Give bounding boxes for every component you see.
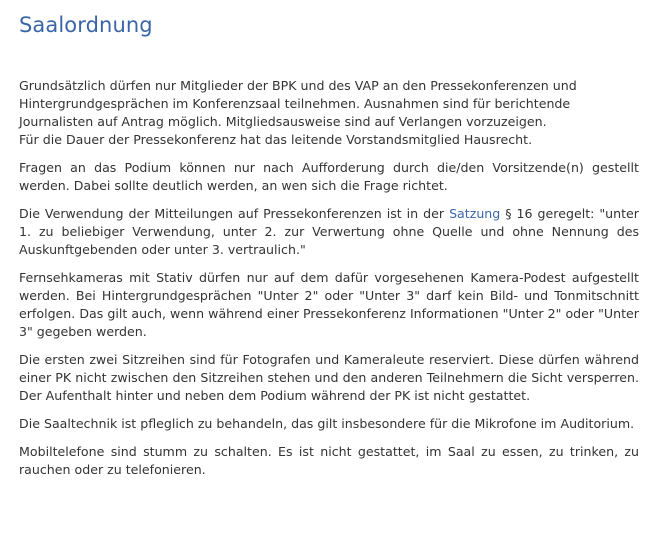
satzung-link[interactable]: Satzung	[449, 206, 501, 221]
paragraph-usage-text-after: § 16 geregelt: "unter 1. zu beliebiger Verwendung, unter 2. zur Verwertung ohne Quelle und ohne Nennung des Auskunftgebenden oder unter 3. vertraulich."	[19, 206, 639, 257]
paragraph-access	[19, 77, 639, 149]
paragraph-hall-technology: Die Saaltechnik ist pfleglich zu behandeln, das gilt insbesondere für die Mikrofone im Auditorium.	[19, 416, 635, 431]
paragraph-questions: Fragen an das Podium können nur nach Aufforderung durch die/den Vorsitzende(n) gestellt werden. Dabei sollte deutlich werden, an wen sich die Frage richtet.	[19, 160, 639, 193]
article-body	[19, 77, 639, 489]
paragraph-tv-cameras: Fernsehkameras mit Stativ dürfen nur auf dem dafür vorgesehenen Kamera-Podest aufgestellt werden. Bei Hintergrundgesprächen "Unter 2" oder "Unter 3" darf kein Bild- und Tonmitschnitt erfolgen. Das gilt auch, wenn während einer Pressekonferenz Informationen "Unter 2" oder "Unter 3" gegeben werden.	[19, 270, 639, 339]
paragraph-mobile-phones: Mobiltelefone sind stumm zu schalten. Es ist nicht gestattet, im Saal zu essen, zu trinken, zu rauchen oder zu telefonieren.	[19, 444, 639, 477]
paragraph-access-line-3: Journalisten auf Antrag möglich. Mitgliedsausweise sind auf Verlangen vorzuzeigen.	[19, 114, 547, 129]
paragraph-access-line-2: Hintergrundgesprächen im Konferenzsaal teilnehmen. Ausnahmen sind für berichtende	[19, 96, 571, 111]
page-title: Saalordnung	[19, 13, 153, 37]
paragraph-usage-text-before: Die Verwendung der Mitteilungen auf Pressekonferenzen ist in der	[19, 206, 450, 221]
paragraph-access-line-4: Für die Dauer der Pressekonferenz hat das leitende Vorstandsmitglied Hausrecht.	[19, 132, 533, 147]
paragraph-usage-rules	[19, 205, 639, 259]
paragraph-seating: Die ersten zwei Sitzreihen sind für Fotografen und Kameraleute reserviert. Diese dürfen während einer PK nicht zwischen den Sitzreihen stehen und den anderen Teilnehmern die Sicht versperren. Der Aufenthalt hinter und neben dem Podium während der PK ist nicht gestattet.	[19, 352, 639, 403]
paragraph-access-line-1: Grundsätzlich dürfen nur Mitglieder der BPK und des VAP an den Pressekonferenzen und	[19, 78, 577, 93]
